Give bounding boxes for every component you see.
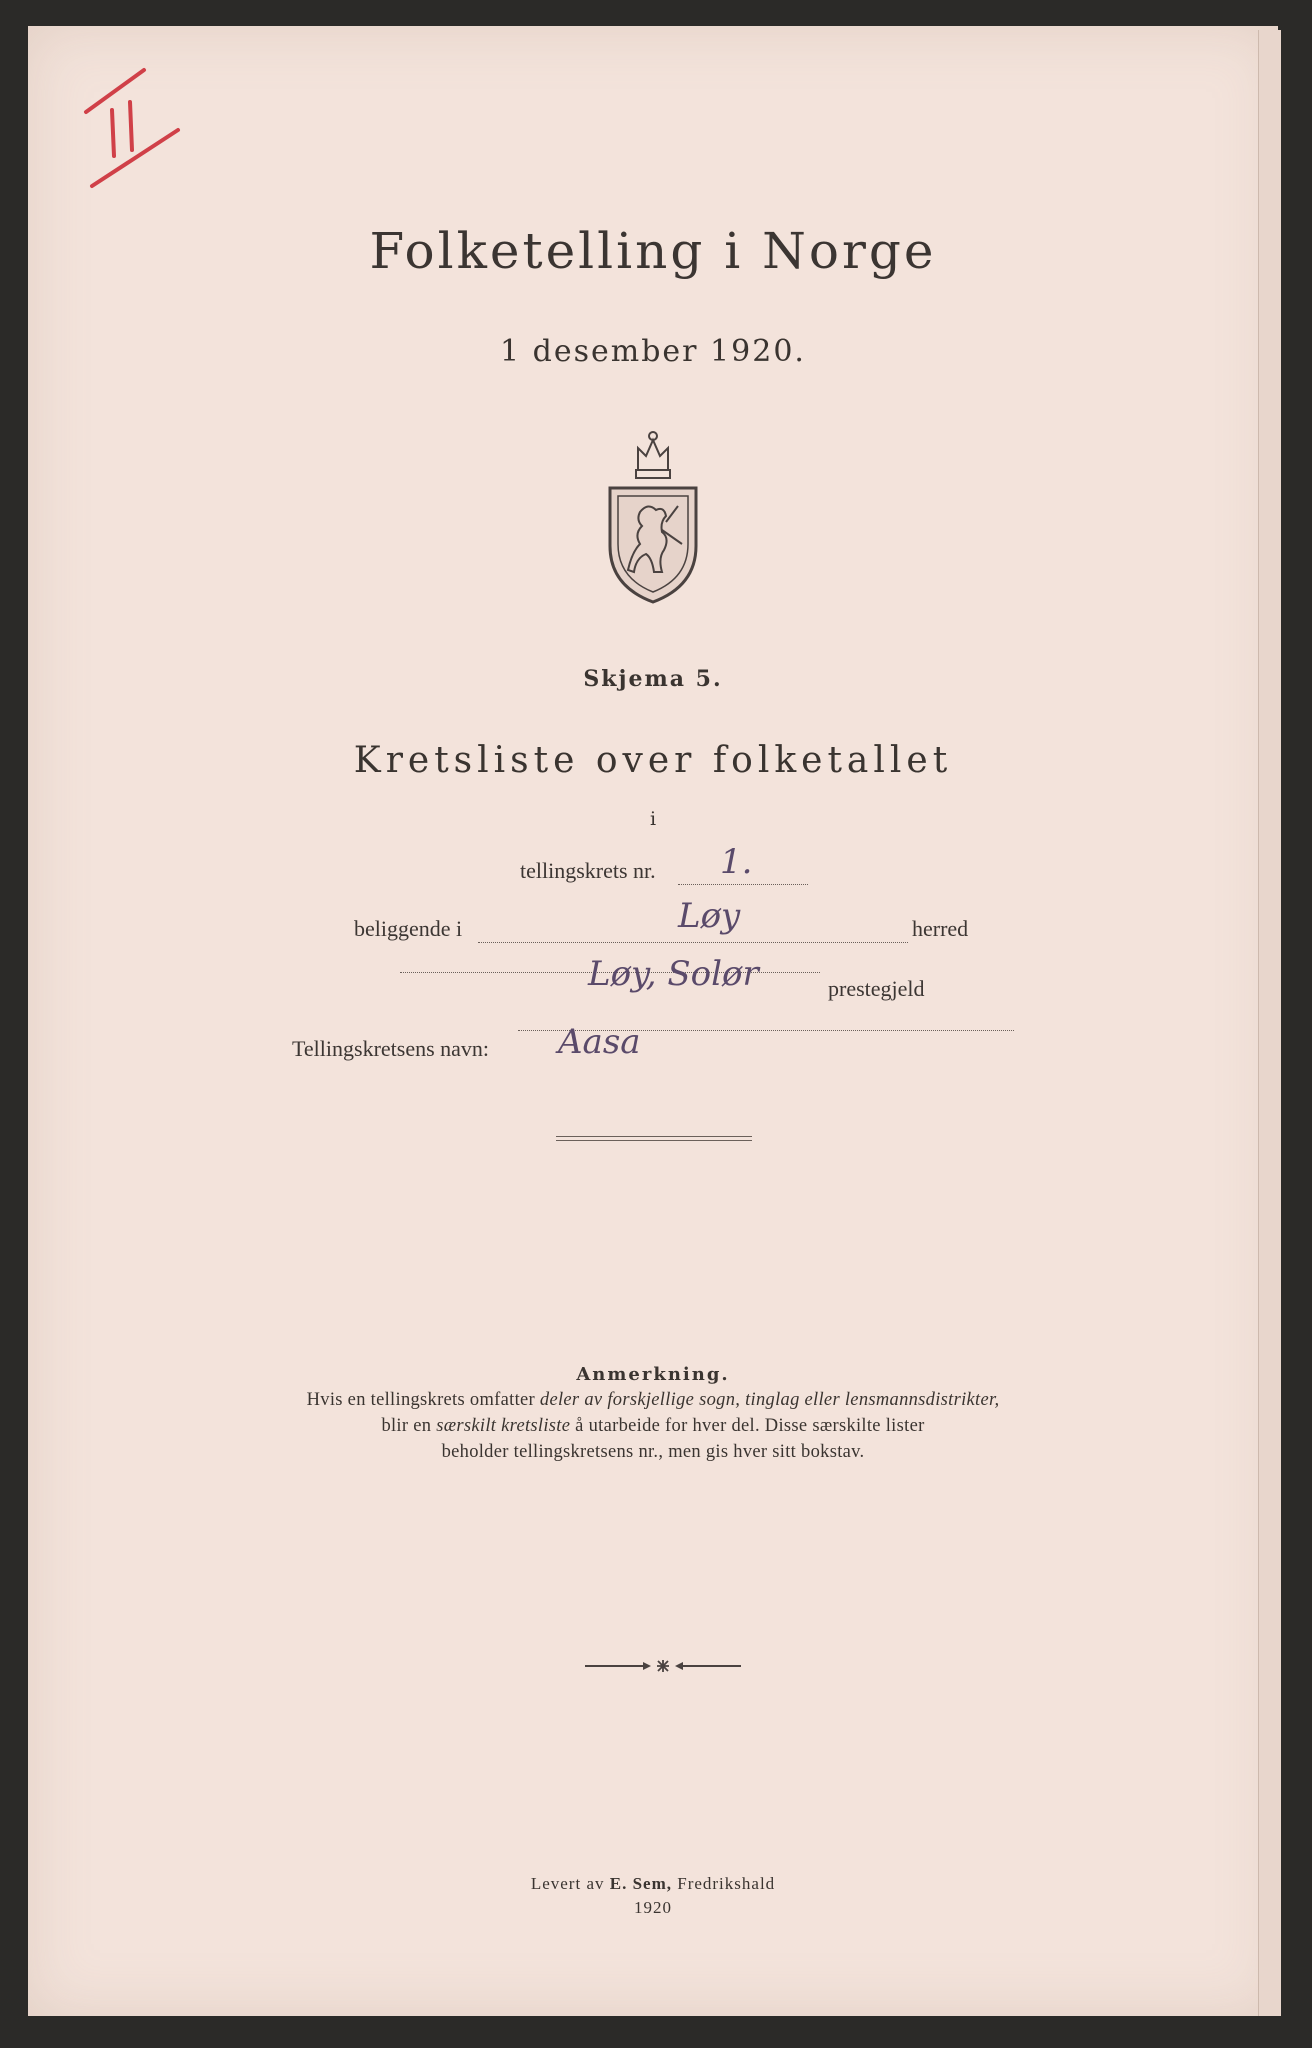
printer-name: E. Sem,: [609, 1874, 672, 1893]
norwegian-coat-of-arms-icon: [598, 426, 708, 606]
red-pencil-mark: [72, 60, 182, 190]
schema-number: Skjema 5.: [583, 666, 723, 692]
census-form-page: [28, 26, 1278, 2016]
herred-dotline: [478, 942, 908, 943]
note-line-1: [28, 1390, 1278, 1411]
herred-handwritten: Løy: [678, 896, 741, 936]
krets-label: tellingskrets nr.: [520, 858, 656, 883]
printer-year: 1920: [634, 1898, 672, 1917]
beliggende-label: beliggende i: [354, 916, 463, 941]
census-date: 1 desember 1920.: [500, 334, 806, 369]
navn-handwritten: Aasa: [558, 1022, 641, 1062]
page-edge: [1258, 30, 1281, 2016]
prestegjeld-handwritten: Løy, Solør: [588, 954, 759, 994]
krets-number-handwritten: 1.: [720, 842, 753, 882]
heading-connector: i: [649, 808, 657, 830]
note-line-1-italic: deler av forskjellige sogn, tinglag eller lensmannsdistrikter,: [539, 1390, 1000, 1410]
note-line-2-italic: særskilt kretsliste: [436, 1416, 571, 1436]
note-line-1-text: Hvis en tellingskrets omfatter: [306, 1390, 540, 1410]
form-heading: Kretsliste over folketallet: [353, 740, 953, 781]
note-heading: Anmerkning.: [576, 1364, 730, 1385]
ornament-divider-icon: [583, 1660, 743, 1672]
prestegjeld-label: prestegjeld: [828, 976, 925, 1001]
divider-rule-top: [556, 1136, 752, 1137]
note-line-2-text-c: å utarbeide for hver del. Disse særskilte lister: [570, 1416, 925, 1436]
note-line-2: [28, 1416, 1278, 1437]
printer-city: Fredrikshald: [671, 1874, 776, 1893]
document-title: Folketelling i Norge: [369, 222, 937, 280]
printer-credit: [28, 1874, 1278, 1894]
krets-dotline: [678, 884, 808, 885]
navn-label: Tellingskretsens navn:: [292, 1036, 490, 1061]
note-line-2-text-a: blir en: [381, 1416, 437, 1436]
note-line-3: beholder tellingskretsens nr., men gis hver sitt bokstav.: [441, 1442, 865, 1462]
printer-prefix: Levert av: [530, 1874, 610, 1893]
divider-rule-bottom: [556, 1140, 752, 1141]
herred-label: herred: [912, 916, 969, 941]
